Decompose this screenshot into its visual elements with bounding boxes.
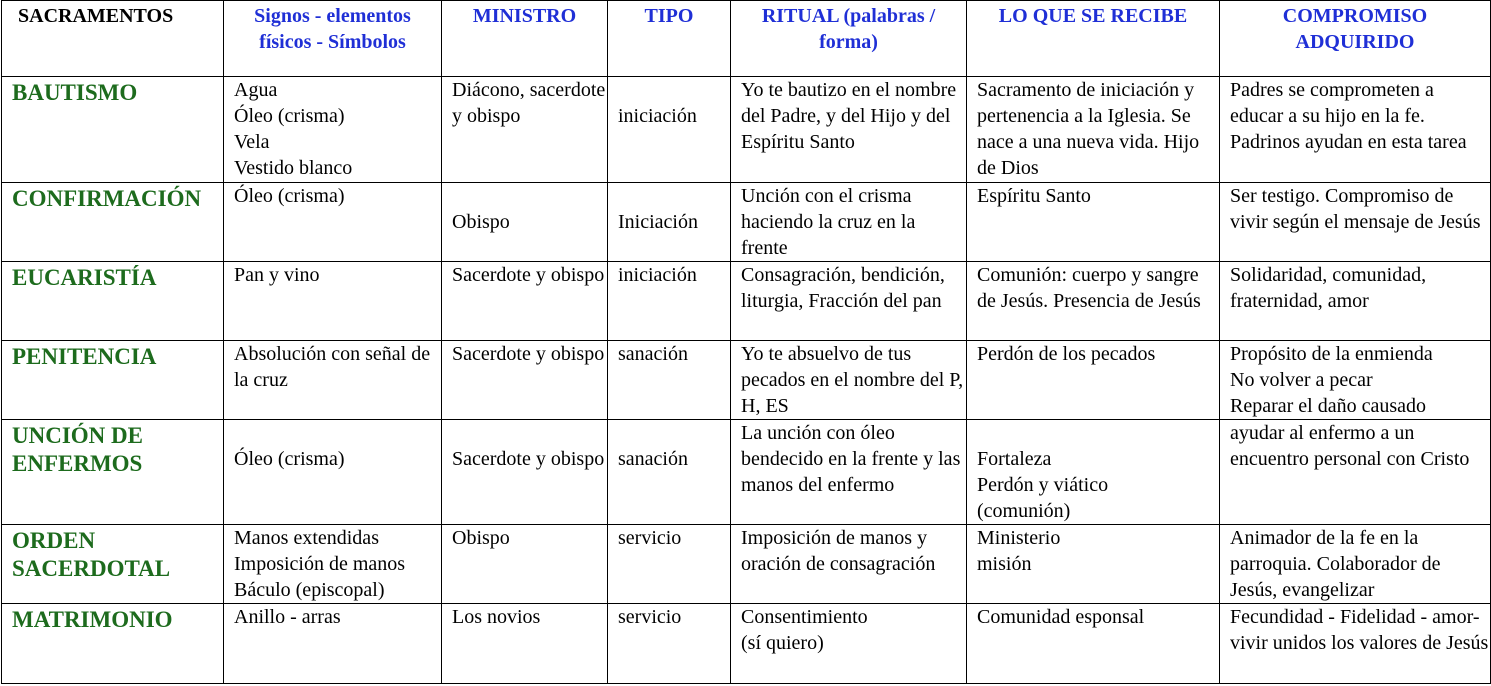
recibe-cell: Comunión: cuerpo y sangre de Jesús. Presencia de Jesús (967, 262, 1220, 341)
table-row (2, 262, 1491, 341)
signo-item: Imposición de manos (234, 553, 406, 575)
signo-item: Óleo (crisma) (234, 185, 345, 207)
compromiso-cell: Padres se comprometen a educar a su hijo en la fe. Padrinos ayudan en esta tarea (1220, 77, 1491, 183)
sacrament-name: BAUTISMO (2, 77, 224, 183)
sacrament-name: ORDEN SACERDOTAL (2, 525, 224, 604)
recibe-item: Perdón y viático (977, 474, 1109, 496)
ministro-cell: Sacerdote y obispo (442, 262, 608, 341)
ministro-cell: Los novios (442, 604, 608, 684)
signos-cell (224, 341, 442, 420)
signos-cell (224, 77, 442, 183)
sacrament-name: PENITENCIA (2, 341, 224, 420)
compromiso-item: Propósito de la enmienda (1230, 343, 1433, 365)
signo-item: Agua (234, 79, 278, 101)
ritual-cell: Yo te bautizo en el nombre del Padre, y del Hijo y del Espíritu Santo (731, 77, 967, 183)
signo-item: Báculo (episcopal) (234, 579, 385, 601)
sacrament-name: MATRIMONIO (2, 604, 224, 684)
recibe-item: (comunión) (977, 500, 1071, 522)
tipo-cell: iniciación (608, 77, 731, 183)
signo-item: Vela (234, 131, 270, 153)
ritual-cell: Yo te absuelvo de tus pecados en el nombre del P, H, ES (731, 341, 967, 420)
ministro-cell: Sacerdote y obispo (442, 420, 608, 525)
recibe-cell: Sacramento de iniciación y pertenencia a la Iglesia. Se nace a una nueva vida. Hijo de Dios (967, 77, 1220, 183)
ritual-cell (731, 604, 967, 684)
signo-item: Manos extendidas (234, 527, 379, 549)
compromiso-item: No volver a pecar (1230, 369, 1373, 391)
header-ministro: MINISTRO (442, 1, 608, 77)
signo-item: Anillo - arras (234, 606, 341, 628)
header-compromiso: COMPROMISO ADQUIRIDO (1220, 1, 1491, 77)
table-row (2, 420, 1491, 525)
table-row (2, 525, 1491, 604)
tipo-cell: sanación (608, 341, 731, 420)
tipo-cell: Iniciación (608, 183, 731, 262)
compromiso-cell: Fecundidad - Fidelidad - amor- vivir unidos los valores de Jesús (1220, 604, 1491, 684)
signos-cell (224, 604, 442, 684)
ritual-cell: Consagración, bendición, liturgia, Fracción del pan (731, 262, 967, 341)
signos-cell (224, 262, 442, 341)
recibe-cell: Perdón de los pecados (967, 341, 1220, 420)
signo-item: Vestido blanco (234, 157, 353, 179)
sacrament-name: CONFIRMACIÓN (2, 183, 224, 262)
recibe-cell: Comunidad esponsal (967, 604, 1220, 684)
table-row (2, 77, 1491, 183)
header-sacramentos: SACRAMENTOS (2, 1, 224, 77)
header-ritual: RITUAL (palabras / forma) (731, 1, 967, 77)
recibe-cell (967, 420, 1220, 525)
ritual-cell: La unción con óleo bendecido en la frente y las manos del enfermo (731, 420, 967, 525)
table-row (2, 183, 1491, 262)
recibe-item: Fortaleza (977, 448, 1052, 470)
compromiso-cell: Solidaridad, comunidad, fraternidad, amor (1220, 262, 1491, 341)
table-row (2, 341, 1491, 420)
header-signos: Signos - elementos físicos - Símbolos (224, 1, 442, 77)
header-recibe: LO QUE SE RECIBE (967, 1, 1220, 77)
ritual-cell: Unción con el crisma haciendo la cruz en la frente (731, 183, 967, 262)
recibe-cell: Espíritu Santo (967, 183, 1220, 262)
sacrament-name: EUCARISTÍA (2, 262, 224, 341)
recibe-item: misión (977, 553, 1032, 575)
tipo-cell: iniciación (608, 262, 731, 341)
ministro-cell: Obispo (442, 183, 608, 262)
signo-item: Absolución con señal de la cruz (234, 343, 431, 391)
ritual-item: Consentimiento (741, 606, 868, 628)
tipo-cell: servicio (608, 525, 731, 604)
header-row (2, 1, 1491, 77)
compromiso-cell: ayudar al enfermo a un encuentro personal con Cristo (1220, 420, 1491, 525)
sacramentos-table (1, 0, 1491, 684)
tipo-cell: sanación (608, 420, 731, 525)
header-tipo: TIPO (608, 1, 731, 77)
recibe-item: Ministerio (977, 527, 1061, 549)
compromiso-item: Reparar el daño causado (1230, 395, 1427, 417)
table-row (2, 604, 1491, 684)
signos-cell (224, 420, 442, 525)
ministro-cell: Diácono, sacerdote y obispo (442, 77, 608, 183)
ministro-cell: Obispo (442, 525, 608, 604)
recibe-cell (967, 525, 1220, 604)
compromiso-cell (1220, 341, 1491, 420)
signos-cell (224, 183, 442, 262)
compromiso-cell: Ser testigo. Compromiso de vivir según el mensaje de Jesús (1220, 183, 1491, 262)
signo-item: Óleo (crisma) (234, 448, 345, 470)
ritual-cell: Imposición de manos y oración de consagración (731, 525, 967, 604)
signo-item: Pan y vino (234, 264, 320, 286)
compromiso-cell: Animador de la fe en la parroquia. Colaborador de Jesús, evangelizar (1220, 525, 1491, 604)
signo-item: Óleo (crisma) (234, 105, 345, 127)
signos-cell (224, 525, 442, 604)
sacrament-name: UNCIÓN DE ENFERMOS (2, 420, 224, 525)
ritual-item: (sí quiero) (741, 632, 824, 654)
tipo-cell: servicio (608, 604, 731, 684)
ministro-cell: Sacerdote y obispo (442, 341, 608, 420)
